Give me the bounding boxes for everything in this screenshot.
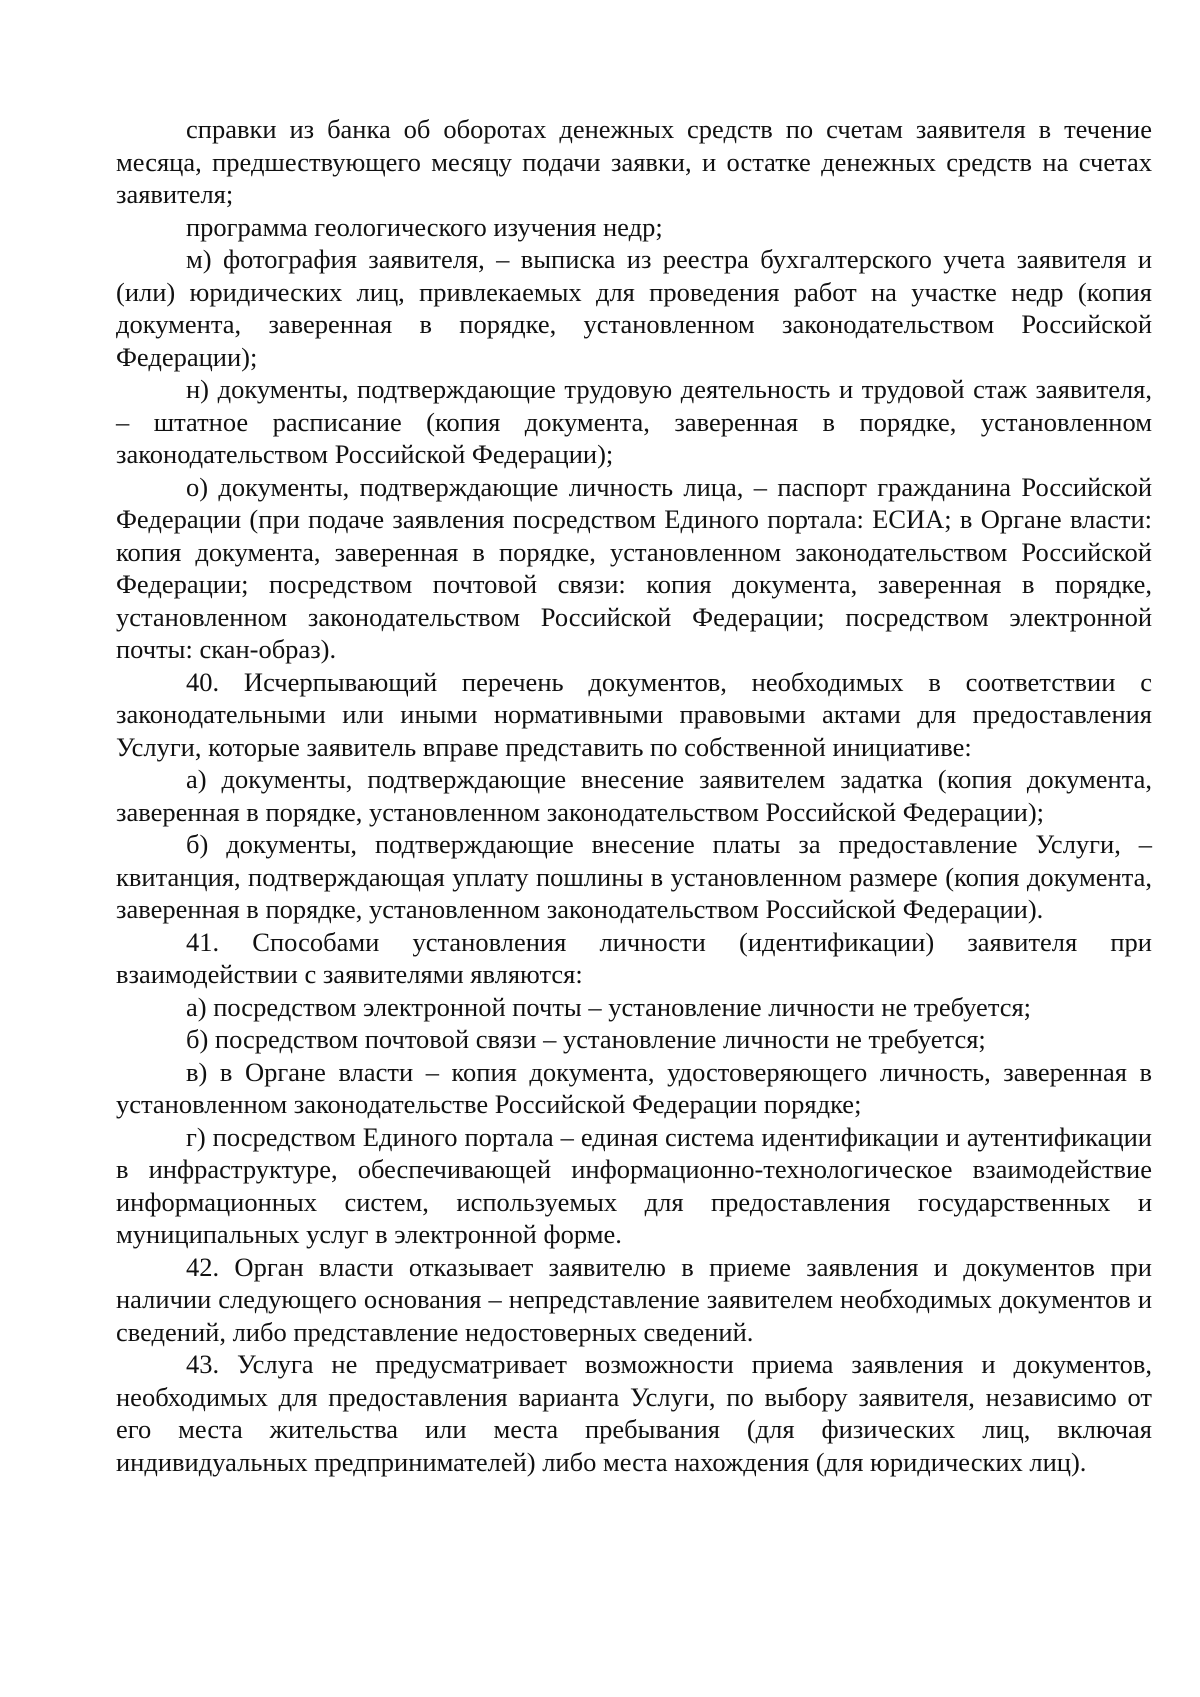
paragraph-clause-41-v: в) в Органе власти – копия документа, удостоверяющего личность, заверенная в установленном законодательстве Российской Федерации порядке; bbox=[116, 1056, 1152, 1119]
paragraph-clause-40-a: а) документы, подтверждающие внесение заявителем задатка (копия документа, заверенная в порядке, установленном законодательством Российской Федерации); bbox=[116, 764, 1152, 827]
paragraph-clause-43: 43. Услуга не предусматривает возможности приема заявления и документов, необходимых для предоставления варианта Услуги, по выбору заявителя, независимо от его места жительства или места пребывания (для физических лиц, включая индивидуальных предпринимателей) либо места нахождения (для юридических лиц). bbox=[116, 1349, 1152, 1477]
document-page bbox=[116, 113, 1152, 1478]
paragraph-bank-statement: справки из банка об оборотах денежных средств по счетам заявителя в течение месяца, предшествующего месяцу подачи заявки, и остатке денежных средств на счетах заявителя; bbox=[116, 114, 1152, 209]
paragraph-item-n: н) документы, подтверждающие трудовую деятельность и трудовой стаж заявителя, – штатное расписание (копия документа, заверенная в порядке, установленном законодательством Российской Федерации); bbox=[116, 374, 1152, 469]
paragraph-clause-40: 40. Исчерпывающий перечень документов, необходимых в соответствии с законодательными или иными нормативными правовыми актами для предоставления Услуги, которые заявитель вправе представить по собственной инициативе: bbox=[116, 666, 1152, 762]
paragraph-clause-41-b: б) посредством почтовой связи – установление личности не требуется; bbox=[186, 1024, 986, 1054]
paragraph-item-o: о) документы, подтверждающие личность лица, – паспорт гражданина Российской Федерации (при подаче заявления посредством Единого портала: ЕСИА; в Органе власти: копия документа, заверенная в порядке, установленном законодательством Российской Федерации; посредством почтовой связи: копия документа, заверенная в порядке, установленном законодательством Российской Федерации; посредством электронной почты: скан-образ). bbox=[116, 471, 1152, 664]
paragraph-clause-40-b: б) документы, подтверждающие внесение платы за предоставление Услуги, – квитанция, подтверждающая уплату пошлины в установленном размере (копия документа, заверенная в порядке, установленном законодательством Российской Федерации). bbox=[116, 829, 1152, 924]
paragraph-clause-42: 42. Орган власти отказывает заявителю в приеме заявления и документов при наличии следующего основания – непредставление заявителем необходимых документов и сведений, либо представление недостоверных сведений. bbox=[116, 1251, 1152, 1347]
paragraph-geology-program: программа геологического изучения недр; bbox=[186, 211, 663, 242]
paragraph-clause-41-g: г) посредством Единого портала – единая система идентификации и аутентификации в инфраструктуре, обеспечивающей информационно-технологическое взаимодействие информационных систем, используемых для предоставления государственных и муниципальных услуг в электронной форме. bbox=[116, 1121, 1152, 1249]
paragraph-item-m: м) фотография заявителя, – выписка из реестра бухгалтерского учета заявителя и (или) юридических лиц, привлекаемых для проведения работ на участке недр (копия документа, заверенная в порядке, установленном законодательством Российской Федерации); bbox=[116, 244, 1152, 372]
paragraph-clause-41: 41. Способами установления личности (идентификации) заявителя при взаимодействии с заявителями являются: bbox=[116, 926, 1152, 989]
paragraph-clause-41-a: а) посредством электронной почты – установление личности не требуется; bbox=[186, 991, 1032, 1022]
